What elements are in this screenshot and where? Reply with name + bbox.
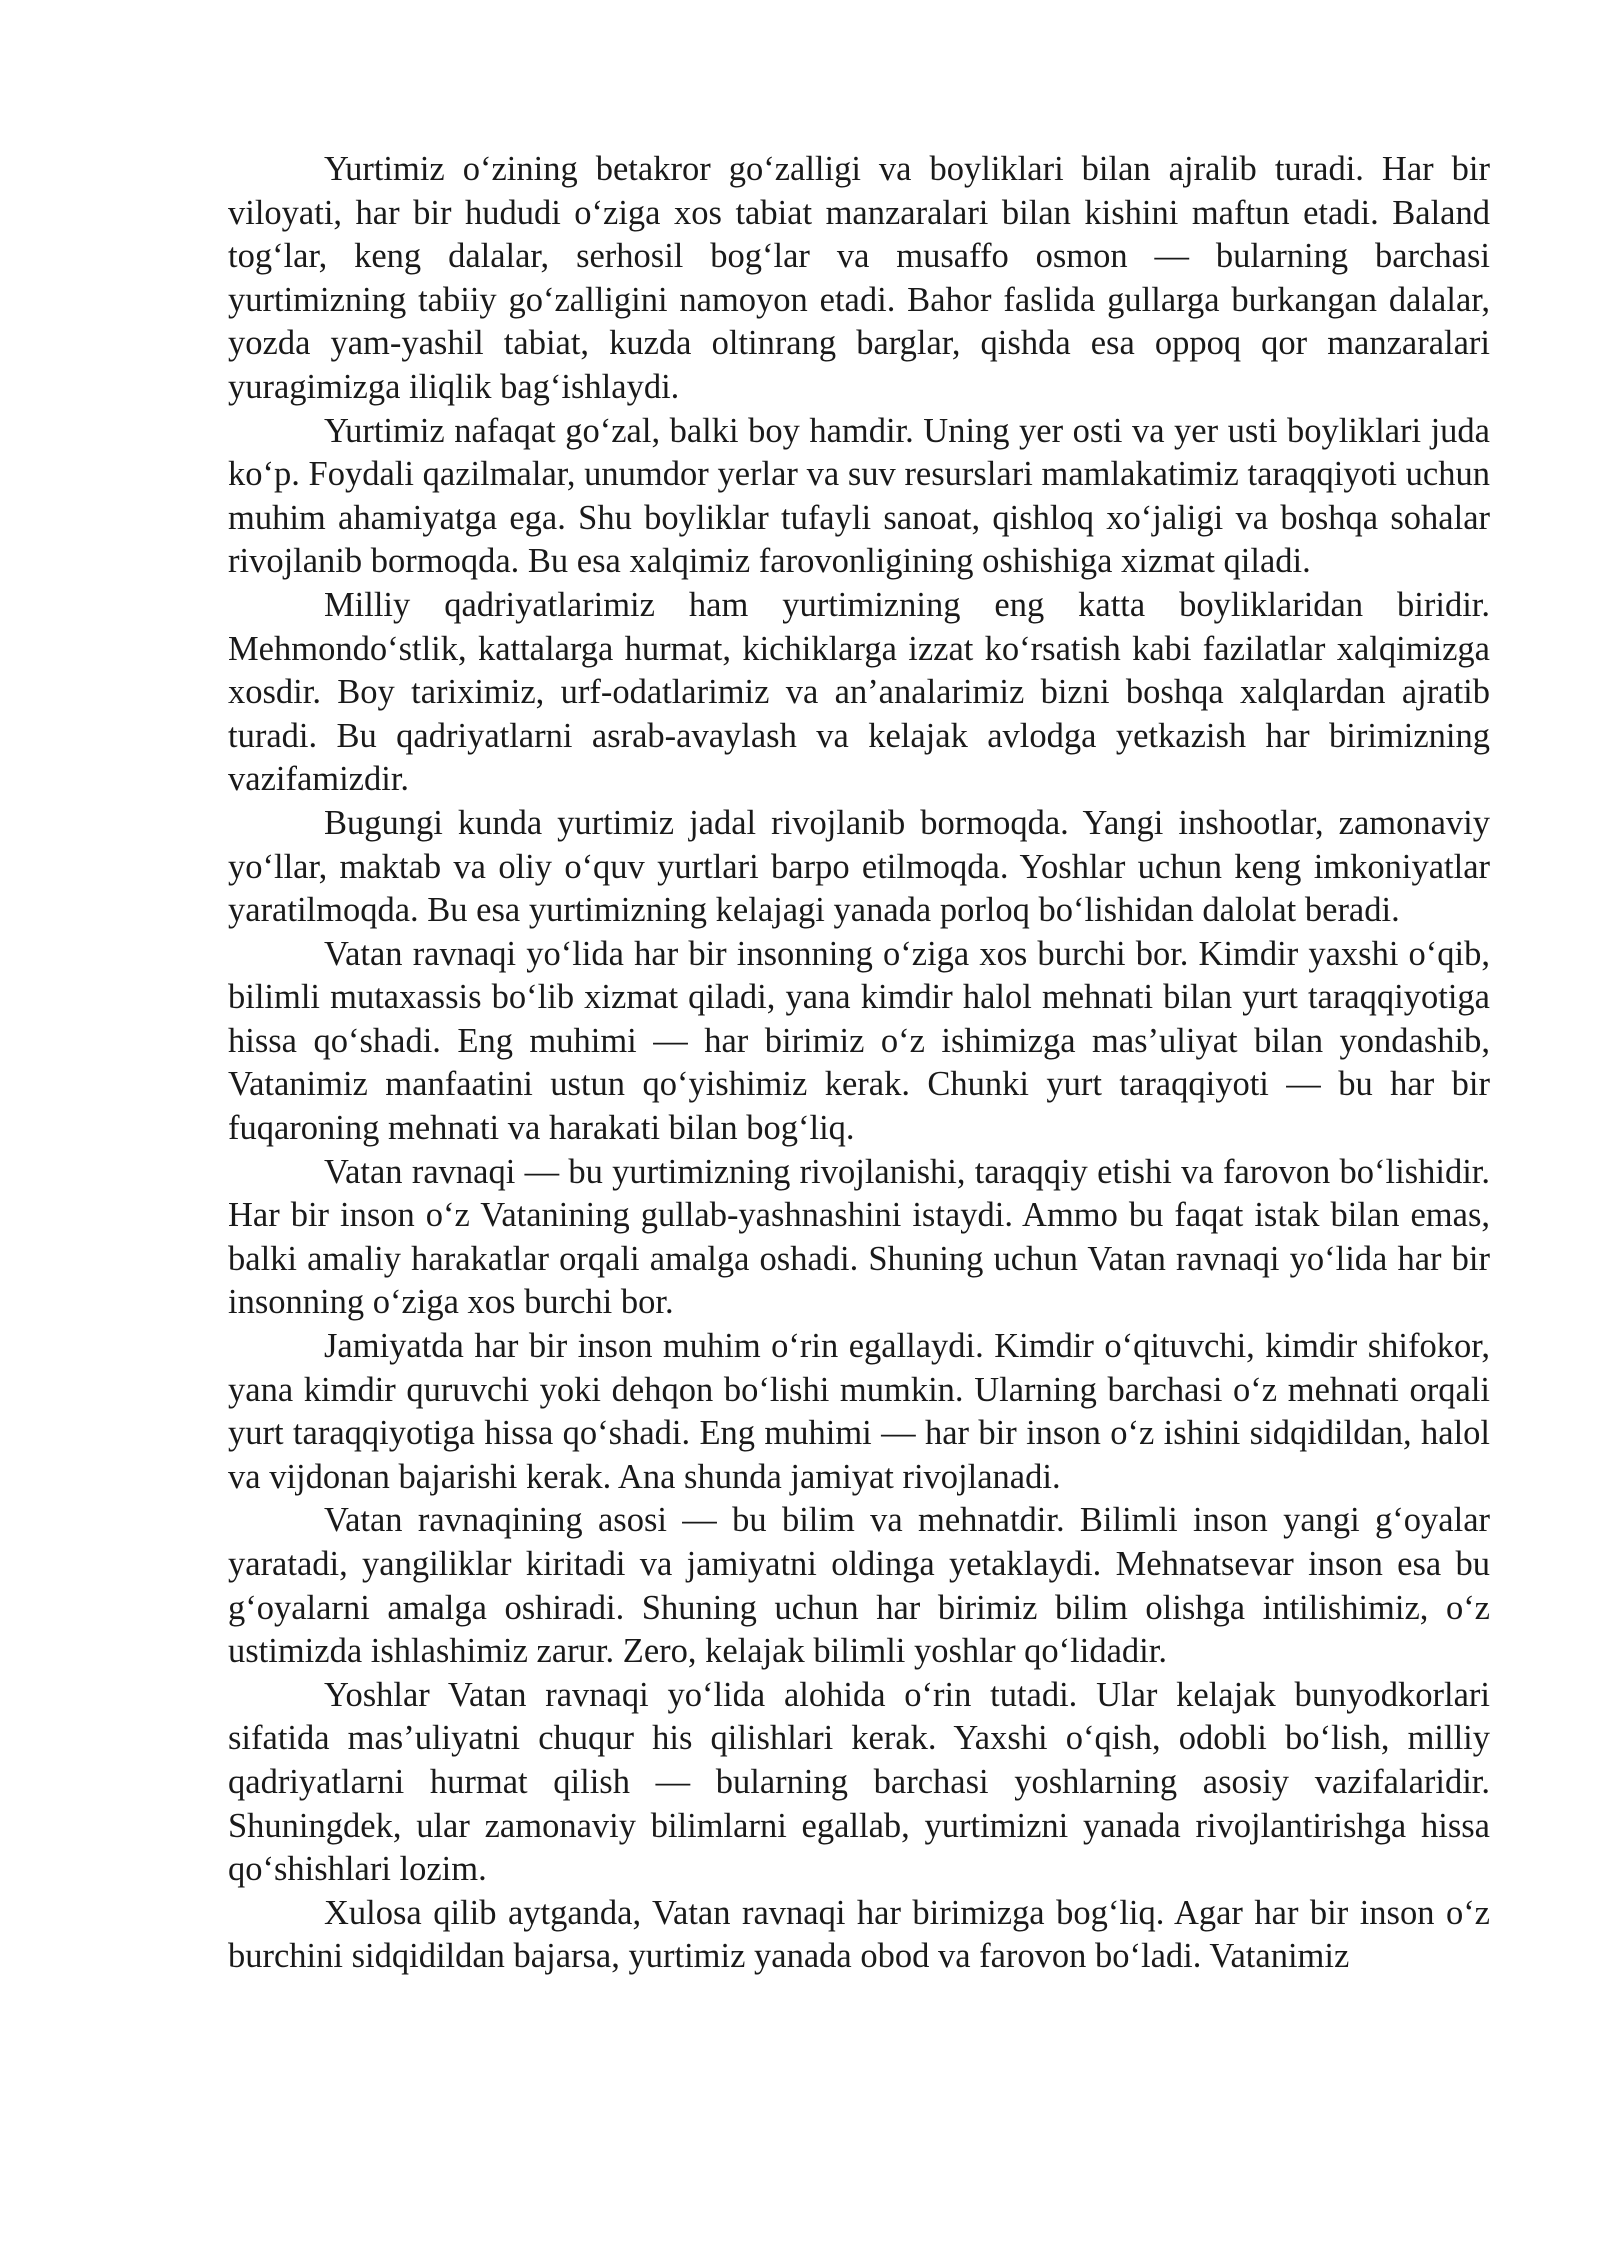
paragraph: Vatan ravnaqi yo‘lida har bir insonning o‘ziga xos burchi bor. Kimdir yaxshi o‘qib, bilimli mutaxassis bo‘lib xizmat qiladi, yana kimdir halol mehnati bilan yurt taraqqiyotiga hissa qo‘shadi. Eng muhimi — har birimiz o‘z ishimizga mas’uliyat bilan yondashib, Vatanimiz manfaatini ustun qo‘yishimiz kerak. Chunki yurt taraqqiyoti — bu har bir fuqaroning mehnati va harakati bilan bog‘liq. xyxy=(228,934,1490,1148)
paragraph: Yurtimiz nafaqat go‘zal, balki boy hamdir. Uning yer osti va yer usti boyliklari juda ko‘p. Foydali qazilmalar, unumdor yerlar va suv resurslari mamlakatimiz taraqqiyoti uchun muhim ahamiyatga ega. Shu boyliklar tufayli sanoat, qishloq xo‘jaligi va boshqa sohalar rivojlanib bormoqda. Bu esa xalqimiz farovonligining oshishiga xizmat qiladi. xyxy=(228,411,1490,581)
paragraph: Vatan ravnaqining asosi — bu bilim va mehnatdir. Bilimli inson yangi g‘oyalar yaratadi, yangiliklar kiritadi va jamiyatni oldinga yetaklaydi. Mehnatsevar inson esa bu g‘oyalarni amalga oshiradi. Shuning uchun har birimiz bilim olishga intilishimiz, o‘z ustimizda ishlashimiz zarur. Zero, kelajak bilimli yoshlar qo‘lidadir. xyxy=(228,1501,1490,1671)
paragraph: Bugungi kunda yurtimiz jadal rivojlanib bormoqda. Yangi inshootlar, zamonaviy yo‘llar, maktab va oliy o‘quv yurtlari barpo etilmoqda. Yoshlar uchun keng imkoniyatlar yaratilmoqda. Bu esa yurtimizning kelajagi yanada porloq bo‘lishidan dalolat beradi. xyxy=(228,803,1490,930)
paragraph: Vatan ravnaqi — bu yurtimizning rivojlanishi, taraqqiy etishi va farovon bo‘lishidir. Har bir inson o‘z Vatanining gullab-yashnashini istaydi. Ammo bu faqat istak bilan emas, balki amaliy harakatlar orqali amalga oshadi. Shuning uchun Vatan ravnaqi yo‘lida har bir insonning o‘ziga xos burchi bor. xyxy=(228,1152,1490,1322)
paragraph: Milliy qadriyatlarimiz ham yurtimizning eng katta boyliklaridan biridir. Mehmondo‘stlik, kattalarga hurmat, kichiklarga izzat ko‘rsatish kabi fazilatlar xalqimizga xosdir. Boy tariximiz, urf-odatlarimiz va an’analarimiz bizni boshqa xalqlardan ajratib turadi. Bu qadriyatlarni asrab-avaylash va kelajak avlodga yetkazish har birimizning vazifamizdir. xyxy=(228,585,1490,799)
paragraph: Yurtimiz o‘zining betakror go‘zalligi va boyliklari bilan ajralib turadi. Har bir viloyati, har bir hududi o‘ziga xos tabiat manzaralari bilan kishini maftun etadi. Baland tog‘lar, keng dalalar, serhosil bog‘lar va musaffo osmon — bularning barchasi yurtimizning tabiiy go‘zalligini namoyon etadi. Bahor faslida gullarga burkangan dalalar, yozda yam-yashil tabiat, kuzda oltinrang barglar, qishda esa oppoq qor manzaralari yuragimizga iliqlik bag‘ishlaydi. xyxy=(228,150,1490,406)
paragraph: Yoshlar Vatan ravnaqi yo‘lida alohida o‘rin tutadi. Ular kelajak bunyodkorlari sifatida mas’uliyatni chuqur his qilishlari kerak. Yaxshi o‘qish, odobli bo‘lish, milliy qadriyatlarni hurmat qilish — bularning barchasi yoshlarning asosiy vazifalaridir. Shuningdek, ular zamonaviy bilimlarni egallab, yurtimizni yanada rivojlantirishga hissa qo‘shishlari lozim. xyxy=(228,1675,1490,1889)
paragraph: Jamiyatda har bir inson muhim o‘rin egallaydi. Kimdir o‘qituvchi, kimdir shifokor, yana kimdir quruvchi yoki dehqon bo‘lishi mumkin. Ularning barchasi o‘z mehnati orqali yurt taraqqiyotiga hissa qo‘shadi. Eng muhimi — har bir inson o‘z ishini sidqidildan, halol va vijdonan bajarishi kerak. Ana shunda jamiyat rivojlanadi. xyxy=(228,1327,1490,1496)
paragraph: Xulosa qilib aytganda, Vatan ravnaqi har birimizga bog‘liq. Agar har bir inson o‘z burchini sidqidildan bajarsa, yurtimiz yanada obod va farovon bo‘ladi. Vatanimiz xyxy=(228,1893,1490,1976)
document-body xyxy=(228,148,1490,1979)
